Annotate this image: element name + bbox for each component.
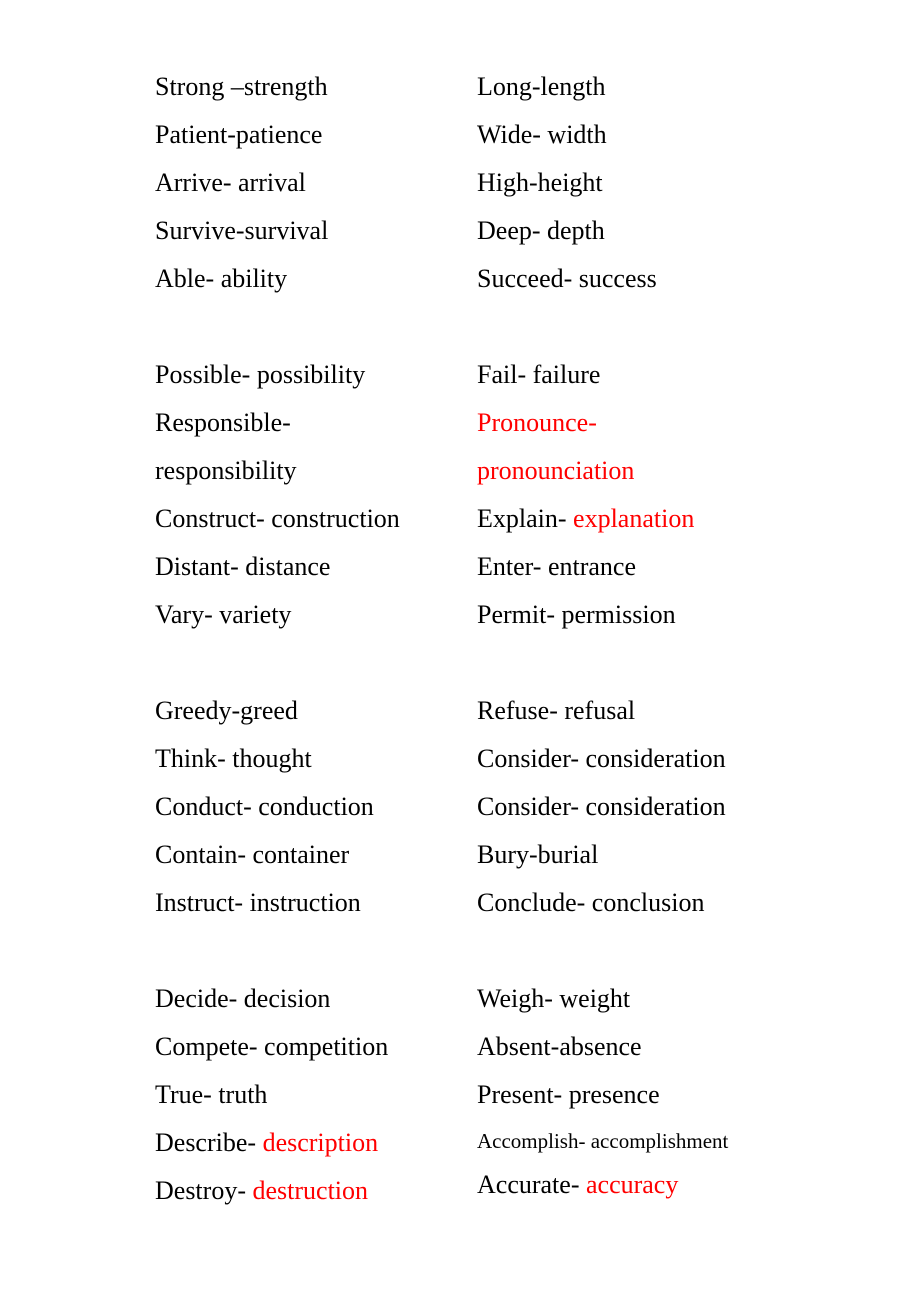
word-pair: Long-length (477, 72, 606, 101)
word-pair: Weigh- weight (477, 984, 631, 1013)
base-word: Describe- (155, 1128, 263, 1157)
word-pair: High-height (477, 168, 603, 197)
word-pair: Succeed- success (477, 264, 657, 293)
word-pair: Consider- consideration (477, 744, 726, 773)
word-pair: Deep- depth (477, 216, 605, 245)
word-pair: Greedy-greed (155, 696, 298, 725)
word-pair: Present- presence (477, 1080, 660, 1109)
word-pair: Instruct- instruction (155, 888, 361, 917)
word-pair (477, 504, 694, 534)
highlighted-word: Pronounce- (477, 408, 597, 437)
word-pair: Wide- width (477, 120, 607, 149)
word-pair: Possible- possibility (155, 360, 366, 389)
word-pair: Consider- consideration (477, 792, 726, 821)
word-pair: Strong –strength (155, 72, 328, 101)
base-word: Explain- (477, 504, 574, 533)
word-pair: Conduct- conduction (155, 792, 374, 821)
highlighted-word: destruction (252, 1176, 369, 1205)
word-pair: Able- ability (155, 264, 288, 293)
word-pair: responsibility (155, 456, 297, 485)
word-pair: Decide- decision (155, 984, 331, 1013)
highlighted-word: pronounciation (477, 456, 635, 485)
word-pair: Refuse- refusal (477, 696, 636, 725)
word-pair: True- truth (155, 1080, 268, 1109)
word-pair (155, 1176, 368, 1206)
word-pair (155, 1128, 378, 1158)
highlighted-word: description (262, 1128, 379, 1157)
highlighted-word: accuracy (585, 1170, 679, 1199)
word-pair: Responsible- (155, 408, 291, 437)
word-pair: Compete- competition (155, 1032, 389, 1061)
word-pair: Vary- variety (155, 600, 292, 629)
word-pair (477, 1170, 678, 1200)
word-pair: Arrive- arrival (155, 168, 306, 197)
base-word: Accurate- (477, 1170, 586, 1199)
word-pair: Distant- distance (155, 552, 331, 581)
word-pair: Bury-burial (477, 840, 599, 869)
word-pair: Think- thought (155, 744, 312, 773)
highlighted-word: explanation (573, 504, 695, 533)
word-pair: Accomplish- accomplishment (477, 1129, 729, 1153)
word-pair: Enter- entrance (477, 552, 636, 581)
word-pair: Construct- construction (155, 504, 400, 533)
word-pair: Conclude- conclusion (477, 888, 705, 917)
base-word: Destroy- (155, 1176, 253, 1205)
word-pair: Fail- failure (477, 360, 601, 389)
word-pair: Absent-absence (477, 1032, 642, 1061)
word-pair: Permit- permission (477, 600, 676, 629)
word-pair: Patient-patience (155, 120, 323, 149)
word-pair: Survive-survival (155, 216, 329, 245)
word-pair: Contain- container (155, 840, 350, 869)
